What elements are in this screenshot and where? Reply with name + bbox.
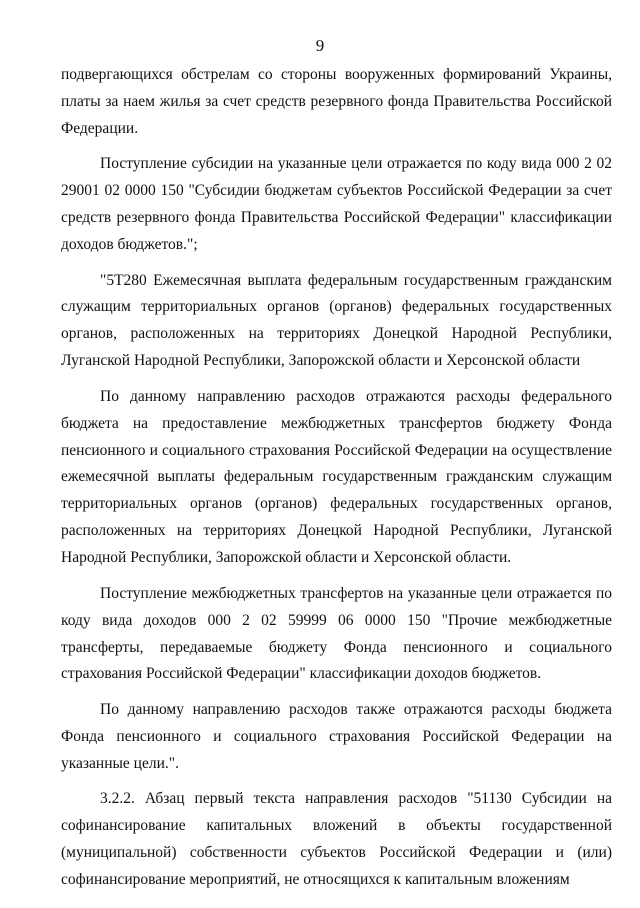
paragraph-section-3-2-2: 3.2.2. Абзац первый текста направления расходов "51130 Субсидии на софинансирование капитальных вложений в объекты государственной (муниципальной) собственности субъектов Российской Федерации и (или) софинансирование мероприятий, не относящихся к капитальным вложениям [61, 790, 612, 888]
paragraph-subsidy-income-code: Поступление субсидии на указанные цели отражается по коду вида 000 2 02 29001 02 0000 150 "Субсидии бюджетам субъектов Российской Федерации за счет средств резервного фонда Правительства Российской Федерации" классификации доходов бюджетов."; [61, 155, 612, 254]
paragraph-transfer-income-code: Поступление межбюджетных трансфертов на указанные цели отражается по коду вида доходов 000 2 02 59999 06 0000 150 "Прочие межбюджетные трансферты, передаваемые бюджету Фонда пенсионного и социального страхования Российской Федерации" классификации доходов бюджетов. [61, 584, 612, 683]
paragraph-fund-expenses: По данному направлению расходов также отражаются расходы бюджета Фонда пенсионного и социального страхования Российской Федерации на указанные цели.". [61, 700, 612, 772]
paragraph-expense-direction-5t280: "5Т280 Ежемесячная выплата федеральным государственным гражданским служащим территориальных органов (органов) федеральных государственных органов, расположенных на территориях Донецкой Народной Республики, Луганской Народной Республики, Запорожской области и Херсонской области [61, 271, 612, 370]
paragraph-expense-description: По данному направлению расходов отражаются расходы федерального бюджета на предоставление межбюджетных трансфертов бюджету Фонда пенсионного и социального страхования Российской Федерации на осуществление ежемесячной выплаты федеральным государственным гражданским служащим территориальных органов (органов) федеральных государственных органов, расположенных на территориях Донецкой Народной Республики, Луганской Народной Республики, Запорожской области и Херсонской области. [61, 387, 612, 567]
document-body [61, 62, 612, 894]
paragraph-continuation: подвергающихся обстрелам со стороны вооруженных формирований Украины, платы за наем жилья за счет средств резервного фонда Правительства Российской Федерации. [61, 66, 612, 137]
page-number: 9 [315, 36, 325, 55]
